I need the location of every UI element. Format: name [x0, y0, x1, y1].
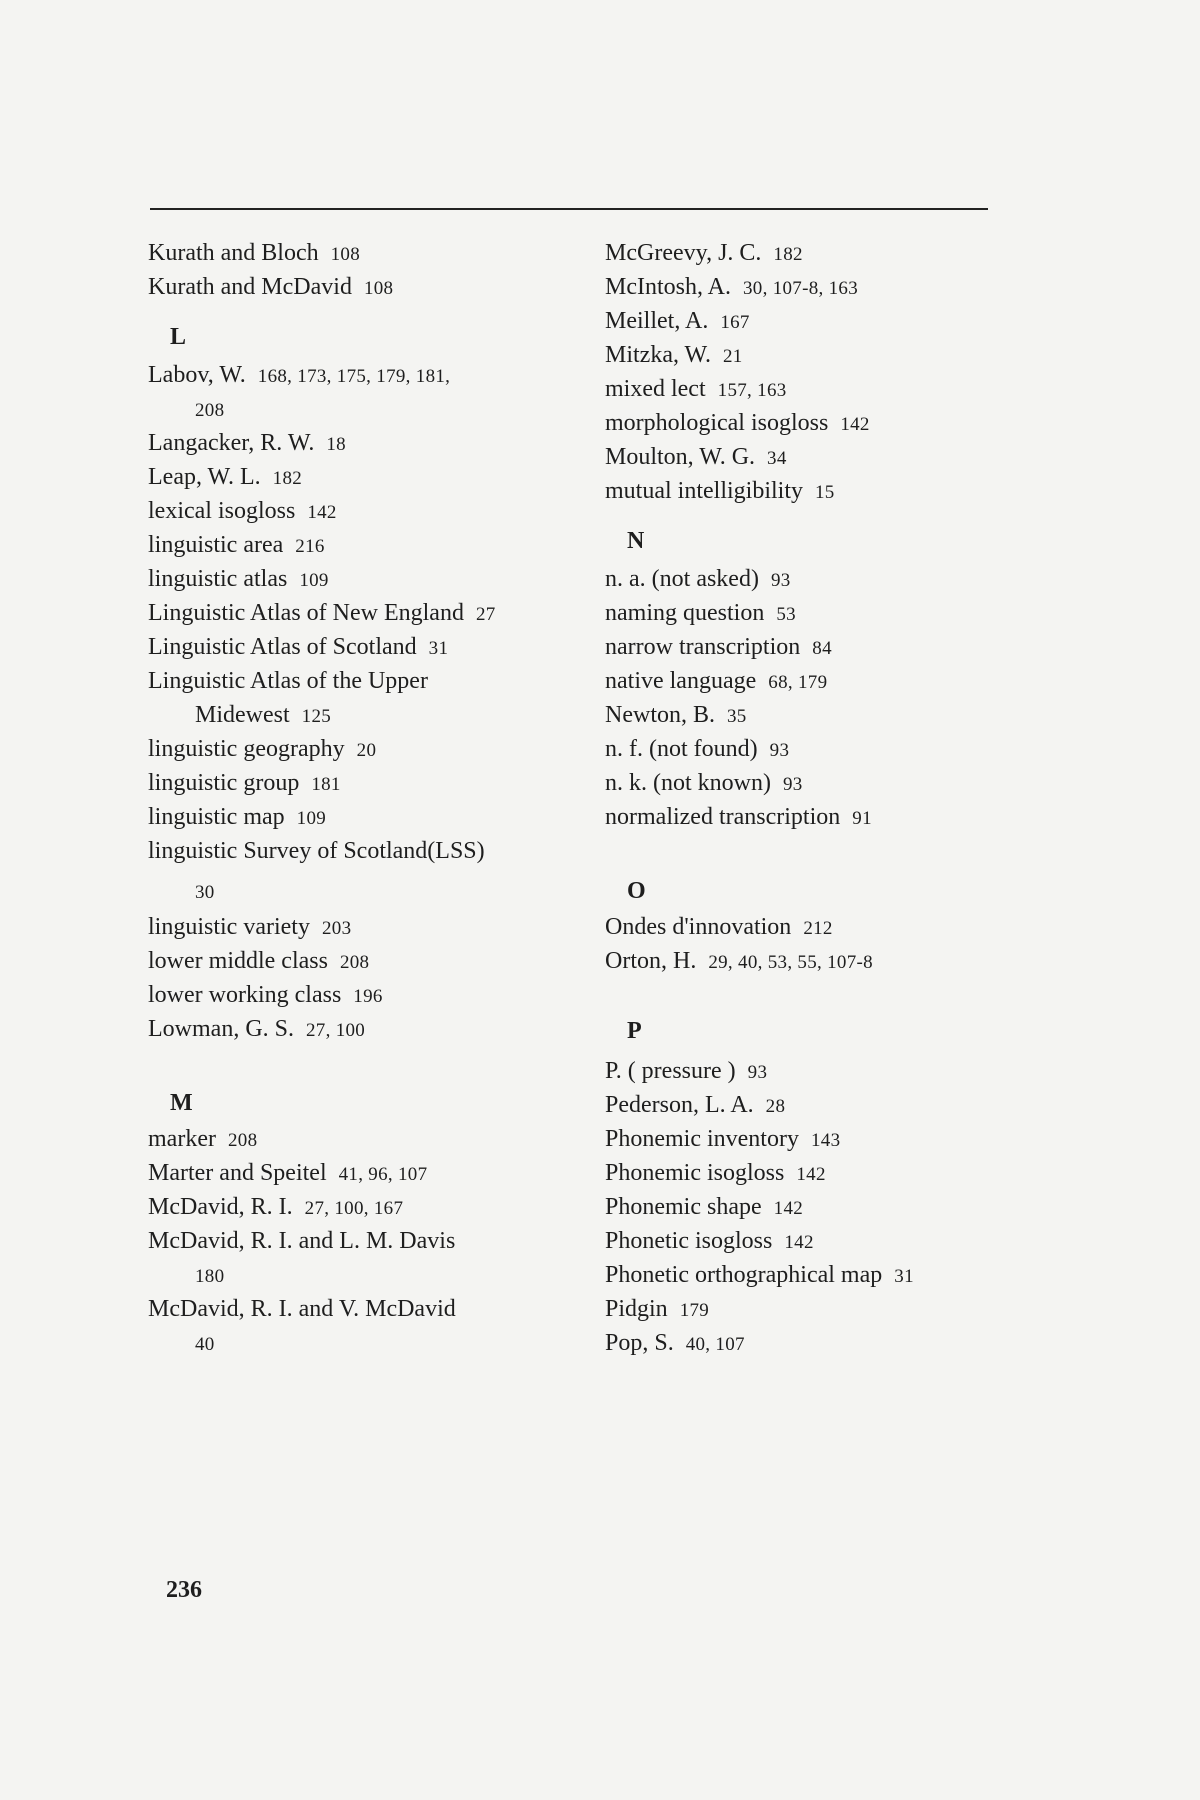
entry-page-refs: 53 — [776, 604, 796, 625]
entry-term: Phonemic shape — [605, 1194, 762, 1220]
entry-page-refs: 203 — [321, 918, 352, 939]
index-entry — [605, 476, 835, 508]
entry-term: lower working class — [148, 982, 342, 1008]
entry-term: Midewest — [195, 702, 290, 728]
entry-page-refs: 93 — [769, 740, 790, 761]
entry-page-refs: 28 — [765, 1096, 786, 1117]
entry-term: Mitzka, W. — [605, 342, 711, 368]
entry-page-refs: 167 — [720, 312, 750, 333]
index-entry — [605, 598, 796, 630]
entry-term: Kurath and McDavid — [148, 274, 352, 300]
index-entry — [605, 1124, 840, 1156]
entry-page-refs: 30 — [195, 882, 215, 903]
entry-term: McGreevy, J. C. — [605, 240, 762, 266]
entry-page-refs: 18 — [326, 434, 346, 455]
index-entry — [148, 980, 383, 1012]
entry-page-refs: 168, 173, 175, 179, 181, — [257, 366, 451, 387]
entry-page-refs: 41, 96, 107 — [338, 1164, 428, 1185]
entry-page-refs: 212 — [803, 918, 833, 939]
entry-page-refs: 30, 107-8, 163 — [743, 278, 859, 299]
index-entry — [148, 360, 450, 392]
index-entry — [148, 1294, 456, 1324]
entry-page-refs: 91 — [852, 808, 872, 829]
index-entry — [605, 442, 787, 474]
entry-page-refs: 27 — [475, 604, 496, 625]
index-entry — [148, 946, 369, 978]
page-number: 236 — [166, 1577, 202, 1603]
entry-page-refs: 108 — [363, 278, 394, 299]
index-entry — [148, 272, 393, 304]
header-rule — [150, 208, 988, 210]
entry-page-refs: 27, 100, 167 — [304, 1198, 404, 1219]
entry-term: Moulton, W. G. — [605, 444, 756, 470]
entry-term: McDavid, R. I. — [148, 1194, 293, 1220]
index-entry — [148, 462, 302, 494]
index-entry — [605, 734, 789, 766]
entry-page-refs: 157, 163 — [717, 380, 787, 401]
entry-term: n. k. (not known) — [605, 770, 771, 796]
index-entry — [148, 428, 346, 460]
entry-term: marker — [148, 1126, 216, 1152]
index-entry-continuation — [195, 1328, 215, 1360]
entry-term: Phonetic isogloss — [605, 1228, 773, 1254]
index-entry — [605, 700, 747, 732]
entry-term: linguistic group — [148, 770, 300, 796]
entry-page-refs: 182 — [773, 244, 803, 265]
index-entry — [605, 374, 787, 406]
entry-term: Ondes d'innovation — [605, 914, 792, 940]
index-entry — [148, 1192, 403, 1224]
index-entry — [148, 496, 337, 528]
entry-term: linguistic geography — [148, 736, 345, 762]
entry-term: Linguistic Atlas of Scotland — [148, 634, 417, 660]
entry-page-refs: 142 — [784, 1232, 814, 1253]
entry-page-refs: 196 — [353, 986, 383, 1007]
section-letter: O — [627, 878, 646, 904]
index-entry — [605, 1192, 803, 1224]
entry-page-refs: 84 — [812, 638, 832, 659]
index-entry — [605, 1294, 709, 1326]
index-entry — [605, 340, 743, 372]
entry-term: linguistic area — [148, 532, 284, 558]
index-entry — [605, 564, 791, 596]
index-entry — [605, 1328, 745, 1360]
entry-page-refs: 68, 179 — [768, 672, 828, 693]
index-entry — [148, 1124, 257, 1156]
index-entry — [605, 946, 873, 978]
entry-page-refs: 15 — [815, 482, 835, 503]
index-entry — [148, 1014, 365, 1046]
index-entry — [605, 272, 858, 304]
entry-page-refs: 208 — [195, 400, 225, 421]
entry-page-refs: 179 — [679, 1300, 710, 1321]
entry-page-refs: 35 — [727, 706, 747, 727]
entry-page-refs: 34 — [767, 448, 787, 469]
entry-term: McDavid, R. I. and V. McDavid — [148, 1296, 456, 1322]
entry-term: Leap, W. L. — [148, 464, 261, 490]
index-entry — [605, 666, 827, 698]
index-entry — [148, 836, 485, 866]
entry-page-refs: 180 — [195, 1266, 225, 1287]
entry-page-refs: 208 — [339, 952, 370, 973]
entry-term: McIntosh, A. — [605, 274, 731, 300]
entry-page-refs: 181 — [311, 774, 341, 795]
entry-term: morphological isogloss — [605, 410, 829, 436]
section-letter: P — [627, 1018, 642, 1044]
index-entry — [148, 1158, 427, 1190]
entry-page-refs: 27, 100 — [306, 1020, 366, 1041]
entry-term: Langacker, R. W. — [148, 430, 315, 456]
index-entry-continuation — [195, 700, 331, 732]
entry-page-refs: 109 — [299, 570, 329, 591]
entry-page-refs: 142 — [307, 502, 337, 523]
entry-term: naming question — [605, 600, 765, 626]
index-entry — [605, 1090, 785, 1122]
entry-term: P. ( pressure ) — [605, 1058, 736, 1084]
entry-term: linguistic atlas — [148, 566, 288, 592]
index-entry — [148, 666, 428, 696]
entry-term: Linguistic Atlas of the Upper — [148, 668, 428, 694]
index-entry — [605, 632, 832, 664]
entry-term: Meillet, A. — [605, 308, 709, 334]
section-letter: L — [170, 324, 187, 350]
entry-term: lexical isogloss — [148, 498, 296, 524]
section-letter: M — [170, 1090, 193, 1116]
index-entry — [148, 1226, 455, 1256]
entry-page-refs: 108 — [330, 244, 361, 265]
entry-page-refs: 40, 107 — [685, 1334, 745, 1355]
entry-page-refs: 142 — [773, 1198, 804, 1219]
index-entry — [605, 912, 833, 944]
entry-term: linguistic Survey of Scotland(LSS) — [148, 838, 485, 864]
entry-page-refs: 31 — [894, 1266, 914, 1287]
entry-term: Orton, H. — [605, 948, 697, 974]
entry-term: McDavid, R. I. and L. M. Davis — [148, 1228, 456, 1254]
entry-term: n. f. (not found) — [605, 736, 758, 762]
entry-page-refs: 40 — [195, 1334, 215, 1355]
entry-term: Pederson, L. A. — [605, 1092, 754, 1118]
entry-term: n. a. (not asked) — [605, 566, 759, 592]
section-letter: N — [627, 528, 645, 554]
entry-term: linguistic map — [148, 804, 285, 830]
entry-term: linguistic variety — [148, 914, 310, 940]
entry-page-refs: 216 — [295, 536, 325, 557]
entry-term: mixed lect — [605, 376, 706, 402]
entry-term: normalized transcription — [605, 804, 841, 830]
index-entry — [148, 598, 496, 630]
entry-term: lower middle class — [148, 948, 328, 974]
index-entry — [148, 912, 351, 944]
entry-page-refs: 142 — [840, 414, 870, 435]
index-entry — [148, 564, 329, 596]
entry-term: Kurath and Bloch — [148, 240, 319, 266]
entry-term: Lowman, G. S. — [148, 1016, 294, 1042]
entry-term: narrow transcription — [605, 634, 801, 660]
index-entry — [605, 1056, 767, 1088]
entry-page-refs: 21 — [723, 346, 743, 367]
index-entry — [148, 768, 341, 800]
entry-page-refs: 143 — [810, 1130, 841, 1151]
entry-term: Pop, S. — [605, 1330, 674, 1356]
index-entry — [148, 734, 376, 766]
entry-page-refs: 208 — [227, 1130, 258, 1151]
index-entry — [605, 306, 750, 338]
entry-page-refs: 93 — [782, 774, 803, 795]
entry-page-refs: 109 — [296, 808, 327, 829]
entry-page-refs: 20 — [356, 740, 377, 761]
index-entry-continuation — [195, 876, 215, 908]
index-entry — [148, 238, 360, 270]
index-entry-continuation — [195, 394, 224, 426]
entry-term: Labov, W. — [148, 362, 246, 388]
index-entry — [148, 530, 325, 562]
index-entry — [605, 1158, 826, 1190]
index-entry — [148, 802, 326, 834]
entry-page-refs: 182 — [272, 468, 303, 489]
entry-term: Pidgin — [605, 1296, 668, 1322]
index-entry — [605, 1226, 814, 1258]
entry-term: Phonemic inventory — [605, 1126, 799, 1152]
entry-page-refs: 31 — [428, 638, 449, 659]
entry-page-refs: 125 — [301, 706, 332, 727]
index-entry — [605, 408, 870, 440]
entry-page-refs: 93 — [747, 1062, 768, 1083]
entry-page-refs: 93 — [770, 570, 791, 591]
entry-term: Linguistic Atlas of New England — [148, 600, 464, 626]
entry-term: native language — [605, 668, 757, 694]
index-entry — [605, 802, 872, 834]
index-entry-continuation — [195, 1260, 224, 1292]
index-entry — [605, 238, 803, 270]
entry-page-refs: 142 — [796, 1164, 826, 1185]
index-entry — [605, 1260, 914, 1292]
entry-term: Newton, B. — [605, 702, 715, 728]
entry-term: Phonetic orthographical map — [605, 1262, 883, 1288]
index-entry — [605, 768, 803, 800]
entry-term: Marter and Speitel — [148, 1160, 327, 1186]
entry-term: Phonemic isogloss — [605, 1160, 785, 1186]
entry-term: mutual intelligibility — [605, 478, 803, 504]
entry-page-refs: 29, 40, 53, 55, 107-8 — [708, 952, 873, 973]
index-entry — [148, 632, 448, 664]
